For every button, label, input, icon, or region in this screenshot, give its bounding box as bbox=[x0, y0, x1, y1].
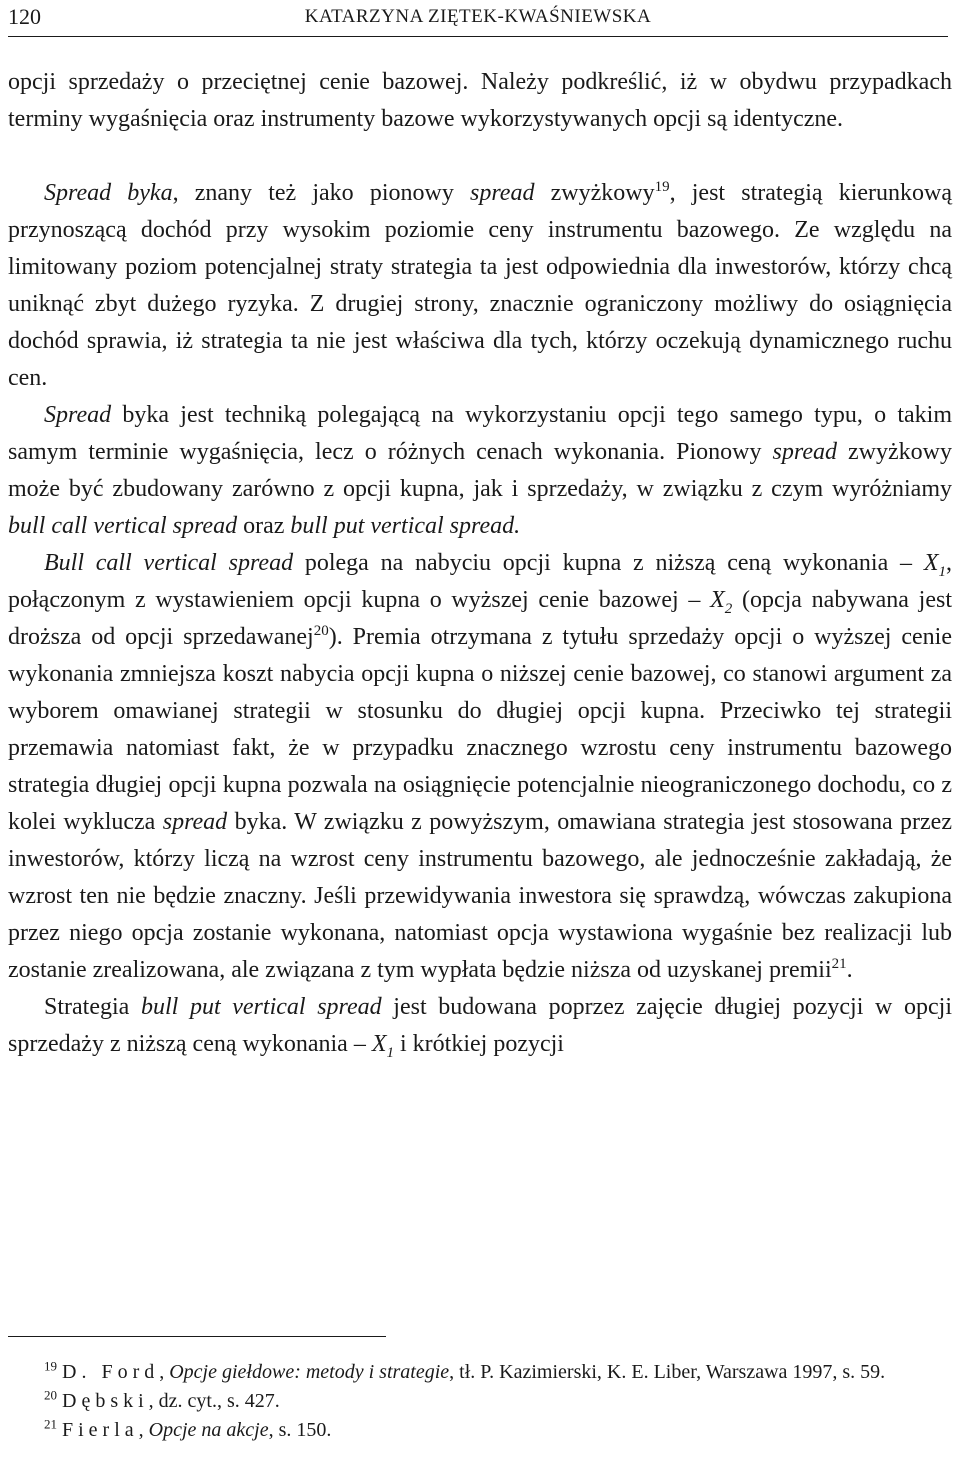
text-run: D. Ford bbox=[62, 1361, 160, 1383]
footnote-ref: 20 bbox=[44, 1387, 57, 1403]
text-run: , dz. cyt., s. 427. bbox=[148, 1390, 280, 1412]
italic-text: X bbox=[371, 1031, 387, 1057]
text-run: jest budowana poprzez zajęcie długiej pozycji w opcji sprzedaży z niższą ceną wykonania – bbox=[8, 994, 952, 1057]
text-run: ). Premia otrzymana z tytułu sprzedaży opcji o wyższej cenie wykonania zmniejsza koszt nabycia opcji kupna o niższej cenie bazowej, co stanowi argument za wyborem omawianej strategii w stosunku do długiej opcji kupna. Przeciwko tej strategii przemawia natomiast fakt, że w przypadku znacznego wzrostu ceny instrumentu bazowego strategia długiej opcji kupna pozwala na osiągnięcie potencjalnie nieograniczonego dochodu, co z kolei wyklucza bbox=[8, 624, 953, 835]
footnote bbox=[8, 1387, 952, 1416]
italic-text: Opcje giełdowe: metody i strategie bbox=[169, 1361, 450, 1383]
italic-text: spread bbox=[470, 180, 535, 206]
italic-text: X bbox=[710, 587, 725, 613]
subscript: 2 bbox=[724, 600, 733, 617]
italic-text: bull put vertical spread bbox=[140, 994, 382, 1020]
footnote bbox=[8, 1416, 952, 1445]
text-run: (opcja nabywana jest droższa od opcji sprzedawanej bbox=[8, 587, 952, 650]
text-run: zwyżkowy bbox=[534, 180, 655, 206]
subscript: 1 bbox=[938, 563, 946, 580]
text-run: , jest strategią kierunkową przynoszącą dochód przy wysokim poziomie ceny instrumentu bazowego. Ze względu na limitowany poziom potencjalnej straty strategia ta jest odpowiednia dla inwestorów, którzy chcą uniknąć zbyt dużego ryzyka. Z drugiej strony, znacznie ograniczony możliwy do osiągnięcia dochód sprawia, iż strategia ta nie jest właściwa dla tych, którzy oczekują dynamicznego ruchu cen. bbox=[8, 180, 953, 391]
paragraph bbox=[8, 545, 952, 989]
page-number: 120 bbox=[8, 4, 41, 29]
subscript: 1 bbox=[386, 1044, 394, 1061]
footnote-ref: 19 bbox=[654, 179, 670, 195]
text-run: , bbox=[159, 1361, 170, 1383]
text-run: polega na nabyciu opcji kupna z niższą ceną wykonania – bbox=[293, 550, 924, 576]
running-header bbox=[8, 4, 948, 30]
footnote-rule bbox=[8, 1336, 386, 1337]
header-rule bbox=[8, 36, 948, 37]
italic-text: spread bbox=[162, 809, 228, 835]
italic-text: Spread byka bbox=[44, 180, 173, 206]
italic-text: X bbox=[923, 550, 939, 576]
italic-text: Spread bbox=[44, 402, 112, 428]
footnote-ref: 21 bbox=[44, 1416, 57, 1432]
footnote-ref: 20 bbox=[313, 623, 329, 639]
text-run: , znany też jako pionowy bbox=[172, 180, 470, 206]
paragraph bbox=[8, 397, 952, 545]
text-run: , połączonym z wystawieniem opcji kupna o wyższej cenie bazowej – bbox=[8, 550, 952, 613]
body-text bbox=[8, 64, 952, 1063]
text-run: Dębski bbox=[62, 1390, 149, 1412]
text-run: , tł. P. Kazimierski, K. E. Liber, Warszawa 1997, s. 59. bbox=[449, 1361, 886, 1383]
footnotes bbox=[8, 1358, 952, 1445]
text-run: Fierla bbox=[62, 1419, 139, 1441]
text-run: byka. W związku z powyższym, omawiana strategia jest stosowana przez inwestorów, którzy liczą na wzrost ceny instrumentu bazowego, ale jednocześnie zakładają, że wzrost ten nie będzie znaczny. Jeśli przewidywania inwestora się sprawdzą, wówczas zakupiona przez niego opcja zostanie wykonana, natomiast opcja wystawiona wygaśnie bez realizacji lub zostanie zrealizowana, ale związana z tym wypłata będzie niższa od uzyskanej premii bbox=[8, 809, 952, 983]
paragraph bbox=[8, 175, 952, 397]
text-run: zwyżkowy może być zbudowany zarówno z opcji kupna, jak i sprzedaży, w związku z czym wyróżniamy bbox=[8, 439, 952, 502]
italic-text: bull call vertical spread bbox=[8, 513, 238, 539]
text-run: opcji sprzedaży o przeciętnej cenie bazowej. Należy podkreślić, iż w obydwu przypadkach terminy wygaśnięcia oraz instrumenty bazowe wykorzystywanych opcji są identyczne. bbox=[8, 69, 952, 132]
running-head-author: KATARZYNA ZIĘTEK-KWAŚNIEWSKA bbox=[304, 6, 652, 27]
italic-text: Opcje na akcje bbox=[148, 1419, 269, 1441]
footnote-ref: 21 bbox=[831, 956, 847, 972]
footnote bbox=[8, 1358, 952, 1387]
text-run: oraz bbox=[237, 513, 291, 539]
text-run: byka jest techniką polegającą na wykorzystaniu opcji tego samego typu, o takim samym terminie wygaśnięcia, lecz o różnych cenach wykonania. Pionowy bbox=[8, 402, 952, 465]
paragraph bbox=[8, 989, 952, 1063]
paragraph bbox=[8, 64, 952, 138]
text-run: i krótkiej pozycji bbox=[394, 1031, 564, 1057]
text-run: Strategia bbox=[44, 994, 141, 1020]
text-run: , s. 150. bbox=[268, 1419, 332, 1441]
text-run: . bbox=[846, 957, 853, 983]
italic-text: Bull call vertical spread bbox=[44, 550, 294, 576]
footnote-ref: 19 bbox=[44, 1358, 57, 1374]
italic-text: spread bbox=[772, 439, 837, 465]
italic-text: bull put vertical spread. bbox=[290, 513, 521, 539]
text-run: , bbox=[138, 1419, 149, 1441]
